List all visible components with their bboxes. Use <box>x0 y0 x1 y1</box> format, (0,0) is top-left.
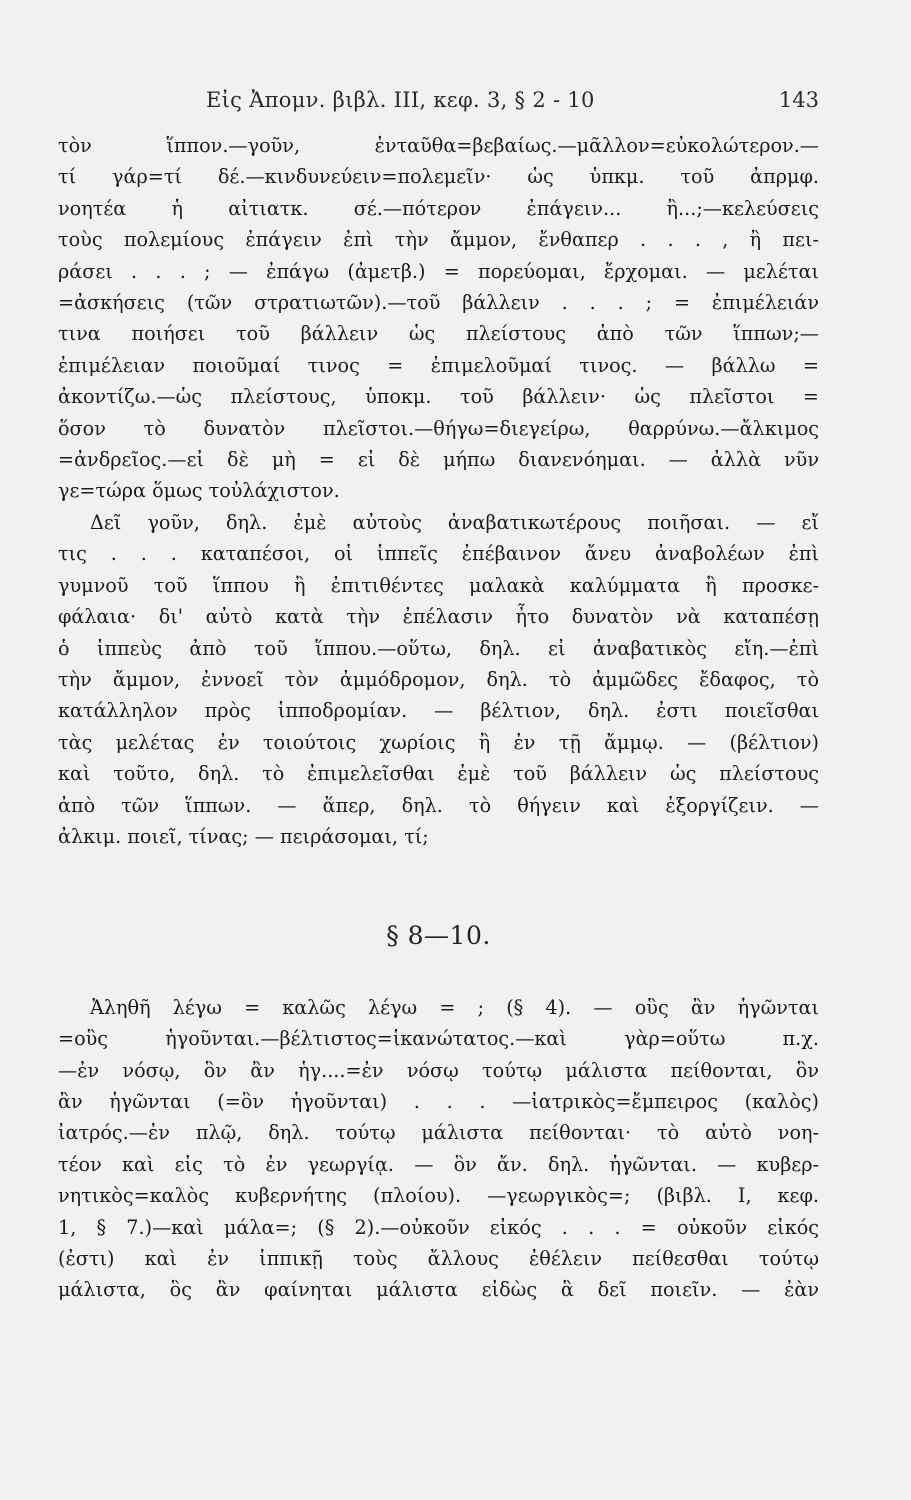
text-line: νητικὸς=καλὸς κυβερνήτης (πλοίου). —γεωργικὸς=; (βιβλ. I, κεφ. <box>58 1184 819 1208</box>
text-line: τί γάρ=τί δέ.—κινδυνεύειν=πολεμεῖν· ὡς ὑπκμ. τοῦ ἀπρμφ. <box>58 165 819 189</box>
text-line: —ἐν νόσῳ, ὃν ἂν ἡγ....=ἐν νόσῳ τούτῳ μάλιστα πείθονται, ὃν <box>58 1058 819 1082</box>
text-line: (ἐστι) καὶ ἐν ἱππικῇ τοὺς ἄλλους ἐθέλειν πείθεσθαι τούτῳ <box>58 1247 819 1270</box>
text-line: φάλαια· δι' αὐτὸ κατὰ τὴν ἐπέλασιν ἦτο δυνατὸν νὰ καταπέσῃ <box>58 605 819 629</box>
text-line: ἰατρός.—ἐν πλῷ, δηλ. τούτῳ μάλιστα πείθονται· τὸ αὐτὸ νοη- <box>58 1121 819 1145</box>
text-line: νοητέα ἡ αἰτιατκ. σέ.—πότερον ἐπάγειν... ἢ...;—κελεύσεις <box>58 196 819 220</box>
text-line: τὸν ἵππον.—γοῦν, ἐνταῦθα=βεβαίως.—μᾶλλον=εὐκολώτερον.— <box>58 134 819 157</box>
page-number: 143 <box>778 88 819 112</box>
text-line: Ἀληθῆ λέγω = καλῶς λέγω = ; (§ 4). — οὓς ἂν ἡγῶνται <box>90 995 819 1019</box>
text-line: κατάλληλον πρὸς ἱπποδρομίαν. — βέλτιον, δηλ. ἐστι ποιεῖσθαι <box>58 699 819 723</box>
text-line: =ἀνδρεῖος.—εἰ δὲ μὴ = εἰ δὲ μήπω διανενόημαι. — ἀλλὰ νῦν <box>58 448 819 472</box>
text-line: καὶ τοῦτο, δηλ. τὸ ἐπιμελεῖσθαι ἐμὲ τοῦ βάλλειν ὡς πλείστους <box>58 762 819 786</box>
paragraph-2 <box>58 507 819 852</box>
paragraph-3 <box>58 992 819 1306</box>
text-line: =ἀσκήσεις (τῶν στρατιωτῶν).—τοῦ βάλλειν . . . ; = ἐπιμέλειάν <box>58 291 819 315</box>
text-line: τὴν ἄμμον, ἐννοεῖ τὸν ἀμμόδρομον, δηλ. τὸ ἀμμῶδες ἔδαφος, τὸ <box>58 667 819 691</box>
text-line: τοὺς πολεμίους ἐπάγειν ἐπὶ τὴν ἄμμον, ἔνθαπερ . . . , ἢ πει- <box>58 228 819 252</box>
text-line: μάλιστα, ὃς ἂν φαίνηται μάλιστα εἰδὼς ἃ δεῖ ποιεῖν. — ἐὰν <box>58 1278 819 1302</box>
text-line: τινα ποιήσει τοῦ βάλλειν ὡς πλείστους ἀπὸ τῶν ἵππων;— <box>58 322 819 346</box>
section-heading: § 8—10. <box>386 921 491 951</box>
text-line: ἀκοντίζω.—ὡς πλείστους, ὑποκμ. τοῦ βάλλειν· ὡς πλεῖστοι = <box>58 385 819 409</box>
running-header <box>206 88 819 112</box>
text-line: ἐπιμέλειαν ποιοῦμαί τινος = ἐπιμελοῦμαί τινος. — βάλλω = <box>58 353 819 377</box>
header-title: Εἰς Ἀπομν. βιβλ. III, κεφ. 3, § 2 - 10 <box>206 88 595 112</box>
body-text <box>58 130 819 1306</box>
text-line: =οὓς ἡγοῦνται.—βέλτιστος=ἱκανώτατος.—καὶ γὰρ=οὕτω π.χ. <box>58 1027 819 1051</box>
text-line: γυμνοῦ τοῦ ἵππου ἢ ἐπιτιθέντες μαλακὰ καλύμματα ἢ προσκε- <box>58 573 819 597</box>
paragraph-1 <box>58 130 819 507</box>
text-line: τέον καὶ εἰς τὸ ἐν γεωργίᾳ. — ὃν ἄν. δηλ. ἡγῶνται. — κυβερ- <box>58 1152 819 1176</box>
text-line: Δεῖ γοῦν, δηλ. ἐμὲ αὐτοὺς ἀναβατικωτέρους ποιῆσαι. — εἴ <box>90 510 819 534</box>
text-line: ἂν ἡγῶνται (=ὃν ἡγοῦνται) . . . —ἰατρικὸς=ἔμπειρος (καλὸς) <box>58 1089 819 1113</box>
text-line: γε=τώρα ὅμως τοὐλάχιστον. <box>58 479 340 503</box>
text-line: ὅσον τὸ δυνατὸν πλεῖστοι.—θήγω=διεγείρω, θαρρύνω.—ἄλκιμος <box>58 416 819 440</box>
text-line: ἀλκιμ. ποιεῖ, τίνας; — πειράσομαι, τί; <box>58 824 429 848</box>
text-line: ἀπὸ τῶν ἵππων. — ἅπερ, δηλ. τὸ θήγειν καὶ ἐξοργίζειν. — <box>58 793 819 817</box>
text-line: 1, § 7.)—καὶ μάλα=; (§ 2).—οὐκοῦν εἰκός . . . = οὐκοῦν εἰκός <box>58 1215 819 1239</box>
text-line: ράσει . . . ; — ἐπάγω (ἀμετβ.) = πορεύομαι, ἔρχομαι. — μελέται <box>58 259 819 283</box>
text-line: ὁ ἱππεὺς ἀπὸ τοῦ ἵππου.—οὕτω, δηλ. εἰ ἀναβατικὸς εἴη.—ἐπὶ <box>58 636 819 660</box>
text-line: τις . . . καταπέσοι, οἱ ἱππεῖς ἐπέβαινον ἄνευ ἀναβολέων ἐπὶ <box>58 542 819 566</box>
text-line: τὰς μελέτας ἐν τοιούτοις χωρίοις ἢ ἐν τῇ ἄμμῳ. — (βέλτιον) <box>58 730 819 754</box>
